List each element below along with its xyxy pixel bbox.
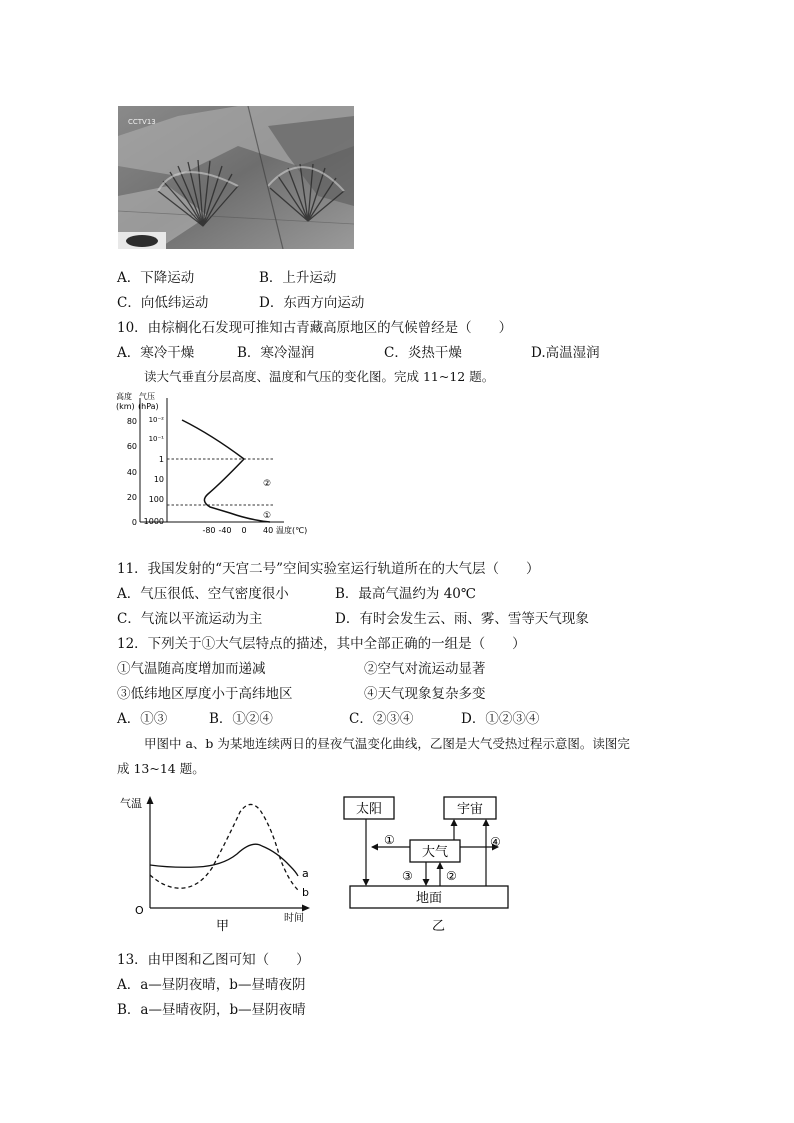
q13-option-a: A．a—昼阴夜晴，b—昼晴夜阴 bbox=[117, 977, 306, 993]
pressure-header-line1: 气压 bbox=[139, 392, 155, 401]
pressure-tick-1: 1 bbox=[158, 455, 164, 464]
arrow-label-3: ③ bbox=[402, 869, 413, 883]
height-tick-60: 60 bbox=[126, 442, 137, 451]
pressure-header-line2: (hPa) bbox=[138, 402, 159, 411]
jia-y-label: 气温 bbox=[120, 797, 142, 810]
q12-statement-1: ①气温随高度增加而递减 bbox=[117, 661, 266, 677]
q10-option-c: C．炎热干燥 bbox=[384, 345, 462, 361]
q12-statement-4: ④天气现象复杂多变 bbox=[364, 686, 486, 702]
q13-stem: 13．由甲图和乙图可知（ ） bbox=[117, 952, 310, 968]
pressure-tick-0.1: 10⁻¹ bbox=[148, 435, 164, 443]
label-space: 宇宙 bbox=[456, 802, 484, 817]
q13-option-b: B．a—昼晴夜阴，b—昼阴夜晴 bbox=[117, 1002, 306, 1018]
q12-option-a: A．①③ bbox=[117, 711, 168, 727]
height-tick-40: 40 bbox=[126, 468, 137, 477]
temperature-curve bbox=[182, 420, 270, 522]
q10-option-a: A．寒冷干燥 bbox=[117, 345, 195, 361]
layer-label-1: ① bbox=[263, 511, 272, 521]
height-tick-0: 0 bbox=[131, 518, 137, 527]
q10-option-b: B．寒冷湿润 bbox=[237, 345, 315, 361]
jia-x-label: 时间 bbox=[284, 913, 304, 924]
q12-statement-3: ③低纬地区厚度小于高纬地区 bbox=[117, 686, 293, 702]
intro-11-12: 读大气垂直分层高度、温度和气压的变化图。完成 11~12 题。 bbox=[144, 369, 495, 384]
temp-tick-40: 40 bbox=[263, 526, 274, 535]
photo-watermark: CCTV13 bbox=[128, 118, 156, 126]
intro-13-14-line2: 成 13~14 题。 bbox=[117, 761, 205, 776]
jia-y-arrow bbox=[147, 796, 154, 804]
arrow-label-2: ② bbox=[446, 869, 457, 883]
label-sun: 太阳 bbox=[355, 802, 383, 817]
q12-option-c: C．②③④ bbox=[349, 711, 414, 727]
pressure-tick-100: 100 bbox=[148, 495, 164, 504]
q11-stem: 11．我国发射的“天宫二号”空间实验室运行轨道所在的大气层（ ） bbox=[117, 561, 540, 577]
q9-option-a: A．下降运动 bbox=[117, 270, 195, 286]
q11-option-b: B．最高气温约为 40℃ bbox=[335, 586, 476, 602]
q9-option-c: C．向低纬运动 bbox=[117, 295, 209, 311]
jia-caption: 甲 bbox=[216, 919, 230, 934]
temp-tick--40: -40 bbox=[218, 526, 232, 535]
q12-statement-2: ②空气对流运动显著 bbox=[364, 661, 486, 677]
temp-tick--80: -80 bbox=[202, 526, 216, 535]
pressure-tick-10: 10 bbox=[153, 475, 164, 484]
height-header-line2: (km) bbox=[116, 402, 135, 411]
q10-option-d: D.高温湿润 bbox=[531, 345, 600, 361]
temp-axis-label: 温度(℃) bbox=[276, 526, 308, 535]
pressure-tick-1000: 1000 bbox=[143, 517, 164, 526]
q10-stem: 10．由棕榈化石发现可推知古青藏高原地区的气候曾经是（ ） bbox=[117, 320, 513, 336]
fossil-photo bbox=[118, 106, 354, 249]
fossil-photo-graphic bbox=[118, 106, 354, 249]
q11-option-c: C．气流以平流运动为主 bbox=[117, 611, 263, 627]
height-header-line1: 高度 bbox=[116, 392, 132, 401]
intro-13-14-line1: 甲图中 a、b 为某地连续两日的昼夜气温变化曲线，乙图是大气受热过程示意图。读图完 bbox=[144, 736, 630, 751]
jia-x-arrow bbox=[302, 905, 310, 912]
curve-a bbox=[150, 844, 298, 876]
temp-tick-0: 0 bbox=[241, 526, 247, 535]
figure-yi bbox=[340, 790, 540, 935]
figure-jia bbox=[112, 790, 322, 935]
curve-b bbox=[150, 804, 298, 890]
jia-curve-b-label: b bbox=[302, 886, 309, 899]
q12-option-d: D．①②③④ bbox=[461, 711, 540, 727]
q11-option-a: A．气压很低、空气密度很小 bbox=[117, 586, 289, 602]
label-atmosphere: 大气 bbox=[421, 845, 449, 860]
atmosphere-chart bbox=[112, 390, 312, 540]
q12-option-b: B．①②④ bbox=[209, 711, 273, 727]
pressure-tick-0.01: 10⁻² bbox=[148, 416, 164, 424]
label-ground: 地面 bbox=[415, 891, 443, 906]
q9-option-d: D．东西方向运动 bbox=[259, 295, 365, 311]
q9-option-b: B．上升运动 bbox=[259, 270, 337, 286]
height-tick-20: 20 bbox=[126, 493, 137, 502]
yi-caption: 乙 bbox=[432, 919, 446, 934]
layer-label-2: ② bbox=[263, 479, 272, 489]
q12-stem: 12．下列关于①大气层特点的描述，其中全部正确的一组是（ ） bbox=[117, 636, 526, 652]
height-tick-80: 80 bbox=[126, 417, 137, 426]
arrow-label-1: ① bbox=[384, 833, 395, 847]
arrow-label-4: ④ bbox=[490, 835, 501, 849]
jia-curve-a-label: a bbox=[302, 867, 309, 880]
q11-option-d: D．有时会发生云、雨、雾、雪等天气现象 bbox=[335, 611, 589, 627]
jia-origin: O bbox=[135, 904, 144, 917]
